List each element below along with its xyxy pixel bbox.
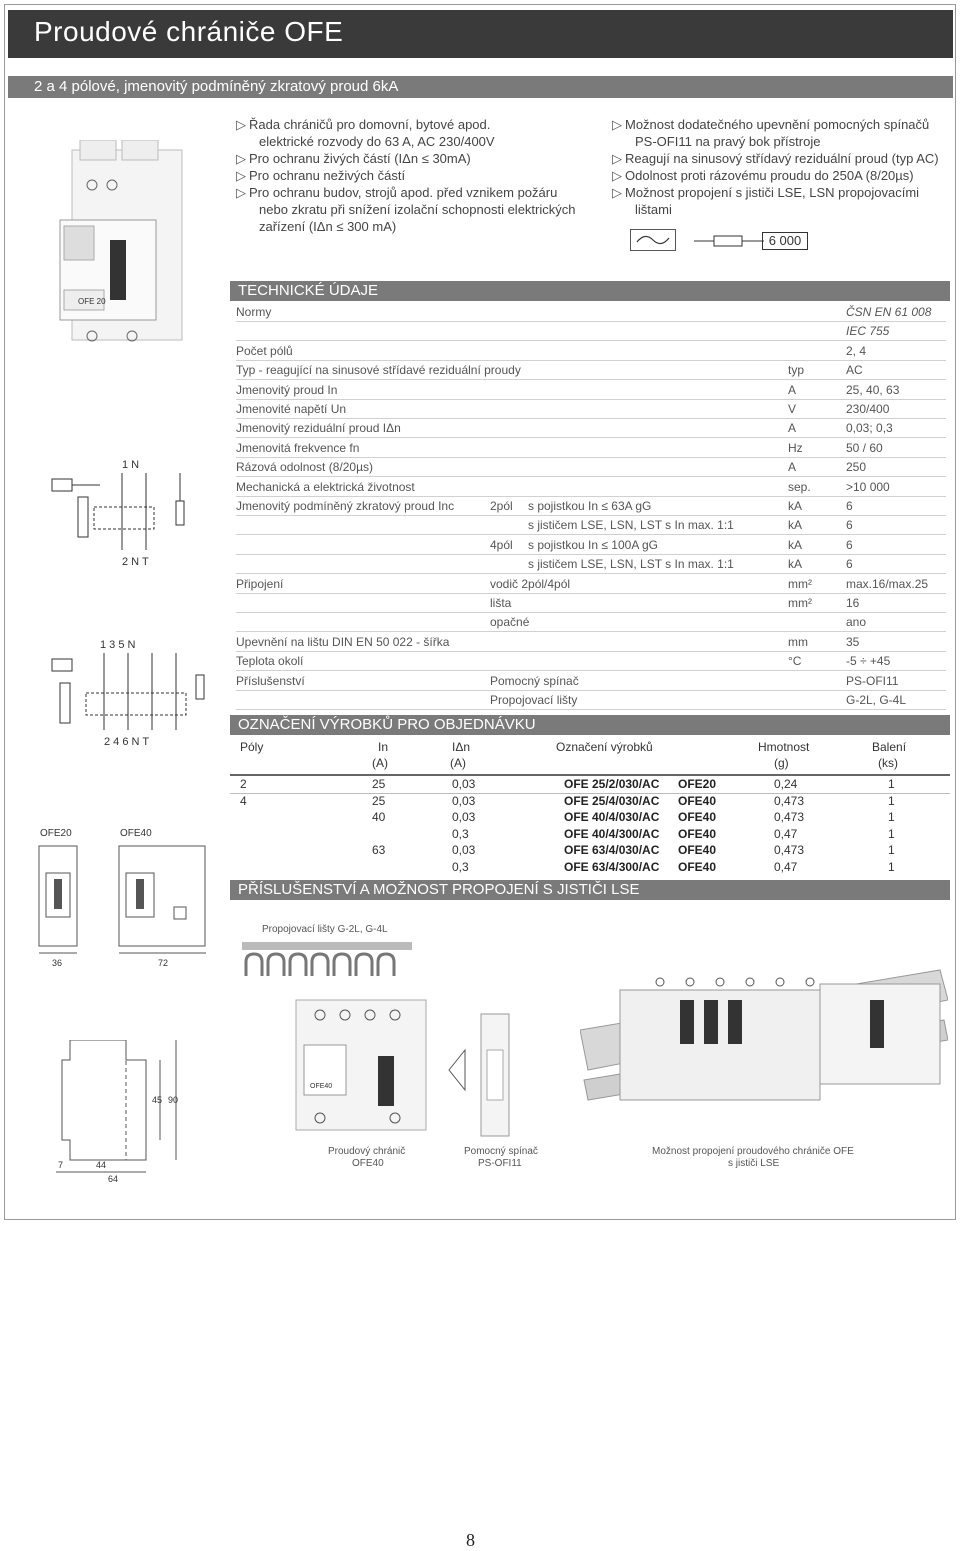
- dim-72: 72: [158, 958, 169, 968]
- tech-sub: lišta: [490, 596, 512, 610]
- page-title: Proudové chrániče OFE: [34, 16, 344, 47]
- breaker-ofe40-image: [290, 990, 440, 1140]
- schematic-2-pole: [50, 455, 200, 570]
- tech-unit: kA: [788, 537, 803, 552]
- triangle-bullet-icon: ▷: [236, 117, 246, 132]
- triangle-bullet-icon: ▷: [612, 117, 622, 132]
- order-pack: 1: [888, 810, 895, 825]
- order-col-weight-unit: (g): [774, 756, 789, 770]
- caption-aux-1: Pomocný spínač: [464, 1146, 538, 1157]
- order-code: OFE 25/2/030/AC: [564, 777, 660, 791]
- order-idn: 0,3: [452, 826, 469, 841]
- tech-row: [236, 438, 946, 458]
- triangle-bullet-icon: ▷: [236, 151, 246, 166]
- feature-item: nebo zkratu při snížení izolační schopnosti elektrických: [259, 202, 576, 217]
- tech-label: Typ - reagující na sinusové střídavé reziduální proudy: [236, 363, 521, 378]
- accessories-heading: PŘÍSLUŠENSTVÍ A MOŽNOST PROPOJENÍ S JISTIČI LSE: [238, 881, 640, 898]
- order-short-code: OFE40: [678, 843, 717, 858]
- tech-unit: mm²: [788, 596, 812, 610]
- tech-label: Jmenovitý proud In: [236, 382, 338, 397]
- breaking-capacity-box: 6 000: [762, 232, 808, 250]
- tech-row: [236, 690, 946, 710]
- feature-item: zařízení (IΔn ≤ 300 mA): [259, 219, 397, 234]
- tech-value: 6: [846, 557, 853, 572]
- tech-unit: mm²: [788, 576, 812, 591]
- order-in: 25: [372, 793, 386, 808]
- tech-row: [236, 321, 946, 341]
- order-idn: 0,3: [452, 860, 469, 874]
- order-code: OFE 25/4/030/AC: [564, 793, 660, 808]
- tech-value: ČSN EN 61 008: [846, 305, 932, 319]
- tech-label: Upevnění na lištu DIN EN 50 022 - šířka: [236, 634, 450, 649]
- tech-label: Příslušenství: [236, 673, 305, 688]
- order-col-weight: Hmotnost: [758, 740, 810, 754]
- order-col-idn: IΔn: [452, 740, 471, 754]
- order-idn: 0,03: [452, 777, 476, 791]
- dim-36: 36: [52, 958, 63, 968]
- side-drawing: [56, 1040, 196, 1180]
- tech-row: [236, 535, 946, 555]
- feature-item: ▷ Pro ochranu živých částí (IΔn ≤ 30mA): [236, 151, 471, 166]
- feature-item: ▷ Pro ochranu budov, strojů apod. před vznikem požáru: [236, 185, 558, 200]
- tech-row: [236, 574, 946, 594]
- order-col-pack: Balení: [872, 740, 907, 754]
- schema-4p-top-labels: 1 3 5 N: [100, 639, 136, 651]
- features-left: [236, 116, 596, 235]
- tech-unit: sep.: [788, 479, 811, 494]
- caption-breaker-2: OFE40: [352, 1158, 384, 1169]
- caption-breaker-1: Proudový chránič: [328, 1146, 406, 1157]
- tech-sub: 4pól: [490, 537, 513, 552]
- order-heading-bar: [230, 715, 950, 735]
- front-drawing-ofe40: [118, 845, 208, 957]
- accessories-heading-bar: [230, 880, 950, 900]
- tech-heading: TECHNICKÉ ÚDAJE: [238, 282, 379, 299]
- tech-value: max.16/max.25: [846, 576, 929, 591]
- feature-item: ▷ Pro ochranu neživých částí: [236, 168, 406, 183]
- tech-value: 230/400: [846, 402, 890, 416]
- feature-item: elektrické rozvody do 63 A, AC 230/400V: [259, 134, 495, 149]
- page-number: 8: [466, 1530, 475, 1550]
- order-pack: 1: [888, 843, 895, 858]
- order-weight: 0,47: [774, 860, 798, 874]
- title-bar: [8, 10, 953, 58]
- order-heading: OZNAČENÍ VÝROBKŮ PRO OBJEDNÁVKU: [238, 716, 536, 733]
- tech-value: 25, 40, 63: [846, 382, 900, 397]
- order-code: OFE 63/4/030/AC: [564, 843, 660, 858]
- tech-row: [236, 341, 946, 361]
- tech-row: [236, 612, 946, 632]
- feature-item: ▷ Řada chráničů pro domovní, bytové apod.: [236, 117, 491, 132]
- order-in: 40: [372, 810, 386, 825]
- tech-label: Mechanická a elektrická životnost: [236, 479, 415, 494]
- tech-label: Normy: [236, 305, 272, 319]
- fuse-symbol-icon: [694, 234, 764, 246]
- order-header-rule: [230, 774, 950, 776]
- tech-value: AC: [846, 363, 863, 378]
- tech-row: [236, 399, 946, 419]
- tech-sub: vodič 2pól/4pól: [490, 576, 571, 591]
- schematic-4-pole: [50, 635, 210, 750]
- breaker-label-text: OFE40: [310, 1083, 333, 1090]
- order-idn: 0,03: [452, 793, 476, 808]
- ac-sine-icon: [630, 229, 676, 251]
- order-col-in-unit: (A): [372, 756, 388, 770]
- tech-row: [236, 593, 946, 613]
- tech-condition: s jističem LSE, LSN, LST s In max. 1:1: [528, 518, 734, 533]
- tech-value: PS-OFI11: [846, 673, 899, 688]
- tech-row: [236, 457, 946, 477]
- schema-2p-top-labels: 1 N: [122, 459, 140, 471]
- triangle-bullet-icon: ▷: [612, 185, 622, 200]
- tech-label: Jmenovitá frekvence fn: [236, 440, 360, 455]
- tech-row: [236, 302, 946, 322]
- tech-row: [236, 477, 946, 497]
- dim-7: 7: [58, 1160, 64, 1170]
- features-right: [612, 116, 952, 218]
- subtitle-bar: [8, 76, 953, 98]
- order-short-code: OFE40: [678, 793, 717, 808]
- order-col-code: Označení výrobků: [556, 740, 653, 754]
- combination-image: [580, 960, 948, 1140]
- page-subtitle: 2 a 4 pólové, jmenovitý podmíněný zkratový proud 6kA: [34, 78, 399, 95]
- caption-combo-1: Možnost propojení proudového chrániče OFE: [652, 1146, 854, 1157]
- order-short-code: OFE40: [678, 826, 717, 841]
- tech-value: 6: [846, 537, 853, 552]
- order-in: 25: [372, 777, 386, 791]
- tech-label: Počet pólů: [236, 343, 293, 358]
- tech-value: 2, 4: [846, 343, 867, 358]
- feature-item: ▷ Odolnost proti rázovému proudu do 250A (8/20µs): [612, 168, 914, 183]
- aux-switch-image: [445, 1010, 525, 1140]
- tech-value: >10 000: [846, 479, 890, 494]
- tech-sub: Pomocný spínač: [490, 673, 579, 688]
- schema-4p-bottom-labels: 2 4 6 N T: [104, 736, 150, 748]
- tech-value: IEC 755: [846, 324, 890, 339]
- schema-2p-bottom-labels: 2 N T: [122, 556, 149, 568]
- order-weight: 0,473: [774, 810, 805, 825]
- order-code: OFE 40/4/300/AC: [564, 826, 660, 841]
- dim-44: 44: [96, 1160, 107, 1170]
- order-short-code: OFE20: [678, 777, 717, 791]
- tech-row: [236, 554, 946, 574]
- tech-condition: s pojistkou In ≤ 100A gG: [528, 537, 658, 552]
- feature-item: ▷ Reagují na sinusový střídavý reziduální proud (typ AC): [612, 151, 939, 166]
- order-pack: 1: [888, 826, 895, 841]
- order-in: 63: [372, 843, 386, 858]
- tech-row: [236, 380, 946, 400]
- caption-combo-2: s jističi LSE: [728, 1158, 780, 1169]
- tech-label: Teplota okolí: [236, 654, 304, 669]
- tech-value: 0,03; 0,3: [846, 421, 893, 436]
- order-weight: 0,47: [774, 826, 798, 841]
- order-col-idn-unit: (A): [450, 756, 466, 770]
- tech-row: [236, 632, 946, 652]
- tech-value: G-2L, G-4L: [846, 693, 907, 707]
- tech-condition: s jističem LSE, LSN, LST s In max. 1:1: [528, 557, 734, 572]
- tech-label: Připojení: [236, 576, 284, 591]
- tech-row: [236, 418, 946, 438]
- order-short-code: OFE40: [678, 810, 717, 825]
- feature-item: lištami: [635, 202, 672, 217]
- tech-unit: kA: [788, 499, 803, 513]
- tech-sub: Propojovací lišty: [490, 693, 578, 707]
- front-drawing-ofe20: [38, 845, 78, 957]
- tech-label: Jmenovité napětí Un: [236, 402, 347, 416]
- tech-unit: A: [788, 421, 797, 436]
- tech-unit: mm: [788, 634, 808, 649]
- triangle-bullet-icon: ▷: [612, 151, 622, 166]
- order-short-code: OFE40: [678, 860, 717, 874]
- tech-unit: A: [788, 460, 797, 475]
- tech-value: ano: [846, 615, 867, 630]
- tech-sub: opačné: [490, 615, 530, 630]
- triangle-bullet-icon: ▷: [612, 168, 622, 183]
- order-pack: 1: [888, 777, 895, 791]
- order-weight: 0,473: [774, 843, 805, 858]
- tech-value: 250: [846, 460, 867, 475]
- tech-sub: 2pól: [490, 499, 513, 513]
- order-col-in: In: [378, 740, 389, 754]
- order-idn: 0,03: [452, 810, 476, 825]
- feature-item: ▷ Možnost propojení s jističi LSE, LSN propojovacími: [612, 185, 920, 200]
- order-code: OFE 63/4/300/AC: [564, 860, 660, 874]
- tech-value: 6: [846, 518, 853, 533]
- order-col-poles: Póly: [240, 740, 264, 754]
- tech-unit: °C: [788, 654, 802, 669]
- caption-aux-2: PS-OFI11: [478, 1158, 522, 1169]
- order-weight: 0,473: [774, 793, 805, 808]
- order-poles: 2: [240, 777, 247, 791]
- tech-heading-bar: [230, 281, 950, 301]
- dim-45: 45: [152, 1095, 163, 1105]
- order-idn: 0,03: [452, 843, 476, 858]
- tech-value: 50 / 60: [846, 440, 883, 455]
- busbar-image: [240, 940, 415, 980]
- tech-unit: typ: [788, 363, 805, 378]
- tech-row: [236, 360, 946, 380]
- tech-label: Rázová odolnost (8/20µs): [236, 460, 373, 475]
- tech-value: -5 ÷ +45: [846, 654, 891, 669]
- order-pack: 1: [888, 793, 895, 808]
- tech-row: [236, 496, 946, 516]
- busbar-caption: Propojovací lišty G-2L, G-4L: [262, 924, 388, 935]
- tech-value: 35: [846, 634, 860, 649]
- drawing-ofe40-label: OFE40: [120, 828, 152, 839]
- order-code: OFE 40/4/030/AC: [564, 810, 660, 825]
- order-weight: 0,24: [774, 777, 798, 791]
- triangle-bullet-icon: ▷: [236, 185, 246, 200]
- tech-unit: V: [788, 402, 797, 416]
- triangle-bullet-icon: ▷: [236, 168, 246, 183]
- tech-unit: kA: [788, 518, 803, 533]
- order-pack: 1: [888, 860, 895, 874]
- feature-item: PS-OFI11 na pravý bok přístroje: [635, 134, 821, 149]
- tech-row: [236, 515, 946, 535]
- order-poles: 4: [240, 793, 247, 808]
- feature-item: ▷ Možnost dodatečného upevnění pomocných spínačů: [612, 117, 930, 132]
- tech-unit: A: [788, 382, 797, 397]
- tech-condition: s pojistkou In ≤ 63A gG: [528, 499, 652, 513]
- tech-row: [236, 651, 946, 671]
- tech-label: Jmenovitý reziduální proud IΔn: [236, 421, 401, 436]
- tech-row: [236, 671, 946, 691]
- dim-64: 64: [108, 1174, 119, 1184]
- dim-90: 90: [168, 1095, 179, 1105]
- tech-unit: Hz: [788, 440, 803, 455]
- device-label-text: OFE 20: [78, 297, 106, 306]
- order-col-pack-unit: (ks): [878, 756, 898, 770]
- product-photo-ofe20: [52, 140, 192, 350]
- tech-value: 16: [846, 596, 860, 610]
- tech-label: Jmenovitý podmíněný zkratový proud Inc: [236, 499, 455, 513]
- drawing-ofe20-label: OFE20: [40, 828, 72, 839]
- tech-unit: kA: [788, 557, 803, 572]
- tech-value: 6: [846, 499, 853, 513]
